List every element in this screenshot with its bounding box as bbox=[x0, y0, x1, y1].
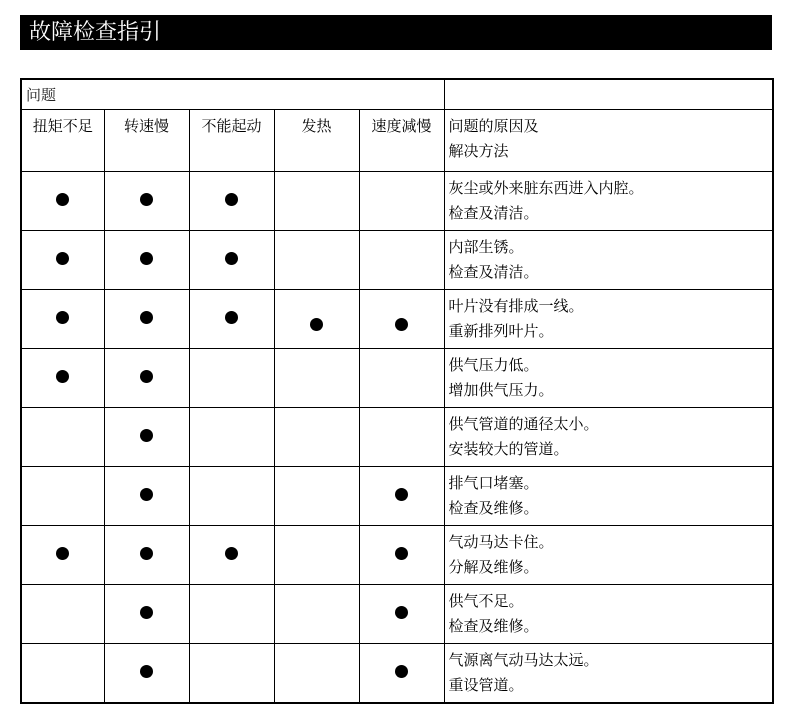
mark-cell bbox=[274, 172, 359, 231]
mark-cell bbox=[104, 349, 189, 408]
bullet-mark-icon bbox=[395, 488, 408, 501]
column-header-no-start: 不能起动 bbox=[189, 110, 274, 172]
mark-cell bbox=[104, 172, 189, 231]
mark-cell bbox=[189, 585, 274, 644]
mark-cell bbox=[189, 349, 274, 408]
mark-cell bbox=[21, 408, 104, 467]
mark-cell bbox=[21, 231, 104, 290]
bullet-mark-icon bbox=[56, 370, 69, 383]
mark-cell bbox=[104, 408, 189, 467]
solution-text: 检查及清洁。 bbox=[448, 204, 539, 222]
cause-cell bbox=[444, 349, 773, 408]
table-column-header-row bbox=[21, 110, 773, 172]
solution-text: 检查及维修。 bbox=[448, 499, 539, 517]
mark-cell bbox=[359, 172, 444, 231]
cause-cell bbox=[444, 172, 773, 231]
solution-text: 分解及维修。 bbox=[448, 558, 539, 576]
column-header-heating: 发热 bbox=[274, 110, 359, 172]
bullet-mark-icon bbox=[310, 318, 323, 331]
table-body bbox=[21, 172, 773, 704]
mark-cell bbox=[189, 172, 274, 231]
mark-cell bbox=[104, 585, 189, 644]
table-row bbox=[21, 349, 773, 408]
table-row bbox=[21, 408, 773, 467]
cause-text: 供气管道的通径太小。 bbox=[448, 415, 599, 433]
mark-cell bbox=[104, 290, 189, 349]
cause-text: 排气口堵塞。 bbox=[448, 474, 539, 492]
cause-cell bbox=[444, 585, 773, 644]
bullet-mark-icon bbox=[56, 252, 69, 265]
mark-cell bbox=[359, 408, 444, 467]
troubleshooting-table bbox=[20, 78, 774, 704]
header-blank-cell bbox=[444, 79, 773, 110]
mark-cell bbox=[189, 290, 274, 349]
bullet-mark-icon bbox=[56, 547, 69, 560]
cause-cell bbox=[444, 644, 773, 704]
bullet-mark-icon bbox=[140, 665, 153, 678]
cause-text: 气源离气动马达太远。 bbox=[448, 651, 599, 669]
bullet-mark-icon bbox=[395, 606, 408, 619]
mark-cell bbox=[189, 526, 274, 585]
column-header-slowdown: 速度减慢 bbox=[359, 110, 444, 172]
mark-cell bbox=[21, 467, 104, 526]
bullet-mark-icon bbox=[225, 193, 238, 206]
mark-cell bbox=[104, 526, 189, 585]
bullet-mark-icon bbox=[140, 193, 153, 206]
mark-cell bbox=[274, 231, 359, 290]
page-title: 故障检查指引 bbox=[20, 15, 772, 50]
table-row bbox=[21, 644, 773, 704]
mark-cell bbox=[359, 644, 444, 704]
mark-cell bbox=[359, 290, 444, 349]
solution-text: 检查及清洁。 bbox=[448, 263, 539, 281]
bullet-mark-icon bbox=[395, 665, 408, 678]
cause-cell bbox=[444, 231, 773, 290]
bullet-mark-icon bbox=[140, 429, 153, 442]
bullet-mark-icon bbox=[395, 318, 408, 331]
mark-cell bbox=[274, 644, 359, 704]
problem-group-label: 问题 bbox=[21, 79, 444, 110]
mark-cell bbox=[104, 231, 189, 290]
cause-text: 灰尘或外来脏东西进入内腔。 bbox=[448, 179, 644, 197]
cause-text: 供气不足。 bbox=[448, 592, 524, 610]
mark-cell bbox=[359, 349, 444, 408]
mark-cell bbox=[21, 585, 104, 644]
solution-text: 增加供气压力。 bbox=[448, 381, 554, 399]
mark-cell bbox=[274, 526, 359, 585]
bullet-mark-icon bbox=[140, 370, 153, 383]
bullet-mark-icon bbox=[140, 311, 153, 324]
mark-cell bbox=[189, 467, 274, 526]
solution-text: 重设管道。 bbox=[448, 676, 524, 694]
mark-cell bbox=[189, 231, 274, 290]
table-group-header-row bbox=[21, 79, 773, 110]
bullet-mark-icon bbox=[140, 606, 153, 619]
cause-cell bbox=[444, 408, 773, 467]
solution-text: 检查及维修。 bbox=[448, 617, 539, 635]
column-header-slow-speed: 转速慢 bbox=[104, 110, 189, 172]
bullet-mark-icon bbox=[225, 252, 238, 265]
mark-cell bbox=[104, 644, 189, 704]
mark-cell bbox=[21, 644, 104, 704]
cause-text: 叶片没有排成一线。 bbox=[448, 297, 584, 315]
solution-text: 重新排列叶片。 bbox=[448, 322, 554, 340]
cause-text: 气动马达卡住。 bbox=[448, 533, 554, 551]
mark-cell bbox=[359, 231, 444, 290]
mark-cell bbox=[21, 172, 104, 231]
cause-header-line-2: 解决方法 bbox=[448, 142, 509, 160]
mark-cell bbox=[274, 408, 359, 467]
mark-cell bbox=[21, 290, 104, 349]
solution-text: 安装较大的管道。 bbox=[448, 440, 569, 458]
table-row bbox=[21, 467, 773, 526]
cause-cell bbox=[444, 467, 773, 526]
mark-cell bbox=[274, 467, 359, 526]
bullet-mark-icon bbox=[56, 193, 69, 206]
cause-header-line-1: 问题的原因及 bbox=[448, 117, 539, 135]
mark-cell bbox=[359, 526, 444, 585]
table-row bbox=[21, 585, 773, 644]
table-row bbox=[21, 526, 773, 585]
column-header-torque: 扭矩不足 bbox=[21, 110, 104, 172]
bullet-mark-icon bbox=[56, 311, 69, 324]
bullet-mark-icon bbox=[225, 311, 238, 324]
bullet-mark-icon bbox=[140, 252, 153, 265]
mark-cell bbox=[359, 467, 444, 526]
cause-text: 供气压力低。 bbox=[448, 356, 539, 374]
bullet-mark-icon bbox=[225, 547, 238, 560]
bullet-mark-icon bbox=[140, 547, 153, 560]
table-row bbox=[21, 172, 773, 231]
mark-cell bbox=[274, 585, 359, 644]
column-header-cause bbox=[444, 110, 773, 172]
mark-cell bbox=[359, 585, 444, 644]
cause-text: 内部生锈。 bbox=[448, 238, 524, 256]
bullet-mark-icon bbox=[140, 488, 153, 501]
table-row bbox=[21, 290, 773, 349]
mark-cell bbox=[189, 408, 274, 467]
mark-cell bbox=[274, 290, 359, 349]
cause-cell bbox=[444, 526, 773, 585]
mark-cell bbox=[21, 526, 104, 585]
table-row bbox=[21, 231, 773, 290]
mark-cell bbox=[274, 349, 359, 408]
mark-cell bbox=[189, 644, 274, 704]
mark-cell bbox=[104, 467, 189, 526]
cause-cell bbox=[444, 290, 773, 349]
mark-cell bbox=[21, 349, 104, 408]
bullet-mark-icon bbox=[395, 547, 408, 560]
